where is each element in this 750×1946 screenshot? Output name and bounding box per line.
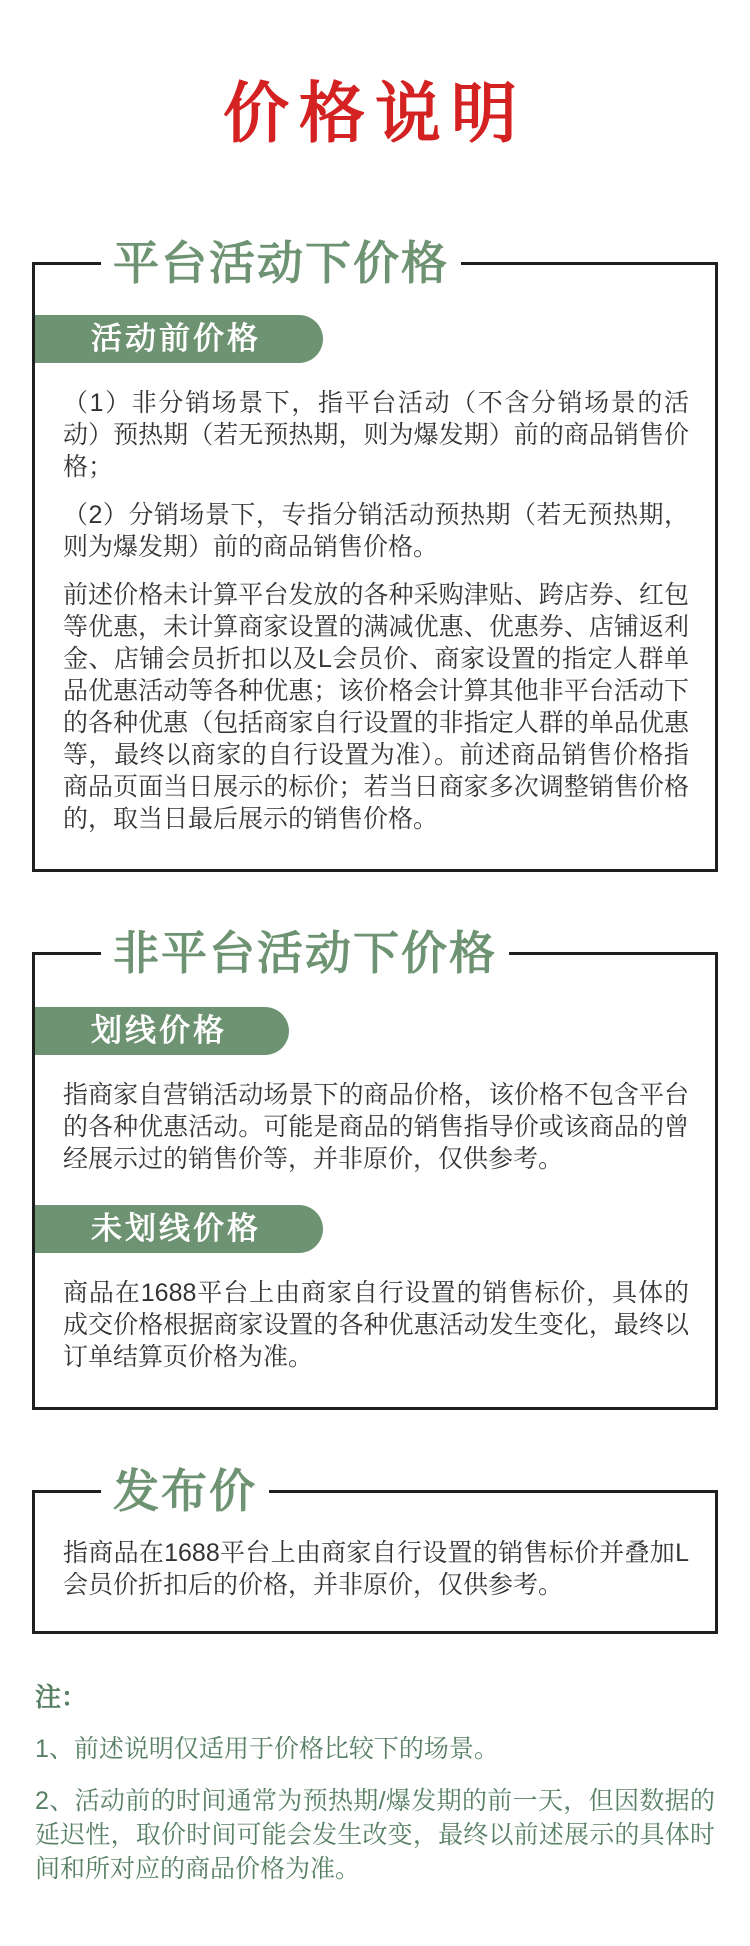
price-type-badge-non-strikethrough: 未划线价格 (35, 1205, 323, 1253)
paragraph: （1）非分销场景下，指平台活动（不含分销场景的活动）预热期（若无预热期，则为爆发期）前的商品销售价格； (63, 389, 689, 481)
section-heading: 非平台活动下价格 (101, 926, 509, 980)
paragraph: 指商家自营销活动场景下的商品价格，该价格不包含平台的各种优惠活动。可能是商品的销售指导价或该商品的曾经展示过的销售价等，并非原价，仅供参考。 (63, 1081, 689, 1173)
section-heading: 发布价 (101, 1464, 269, 1518)
price-type-badge-pre-activity: 活动前价格 (35, 315, 323, 363)
paragraph: （2）分销场景下，专指分销活动预热期（若无预热期，则为爆发期）前的商品销售价格。 (63, 501, 689, 561)
section-platform-activity-price (32, 237, 718, 872)
paragraph: 商品在1688平台上由商家自行设置的销售标价，具体的成交价格根据商家设置的各种优惠活动发生变化，最终以订单结算页价格为准。 (63, 1279, 689, 1371)
section-publish-price (32, 1465, 718, 1634)
footnotes (35, 1680, 715, 1886)
price-type-badge-strikethrough: 划线价格 (35, 1007, 289, 1055)
notes-label: 注： (35, 1682, 88, 1712)
note-item: 2、活动前的时间通常为预热期/爆发期的前一天，但因数据的延迟性，取价时间可能会发生改变，最终以前述展示的具体时间和所对应的商品价格为准。 (35, 1787, 715, 1883)
section-heading: 平台活动下价格 (101, 236, 461, 290)
paragraph: 指商品在1688平台上由商家自行设置的销售标价并叠加L会员价折扣后的价格，并非原价，仅供参考。 (63, 1539, 689, 1599)
section-non-platform-activity-price (32, 927, 718, 1410)
note-item: 1、前述说明仅适用于价格比较下的场景。 (35, 1735, 499, 1763)
page-title: 价格说明 (223, 76, 527, 150)
paragraph: 前述价格未计算平台发放的各种采购津贴、跨店券、红包等优惠，未计算商家设置的满减优惠、优惠券、店铺返利金、店铺会员折扣以及L会员价、商家设置的指定人群单品优惠活动等各种优惠；该价格会计算其他非平台活动下的各种优惠（包括商家自行设置的非指定人群的单品优惠等，最终以商家的自行设置为准）。前述商品销售价格指商品页面当日展示的标价；若当日商家多次调整销售价格的，取当日最后展示的销售价格。 (63, 581, 689, 833)
